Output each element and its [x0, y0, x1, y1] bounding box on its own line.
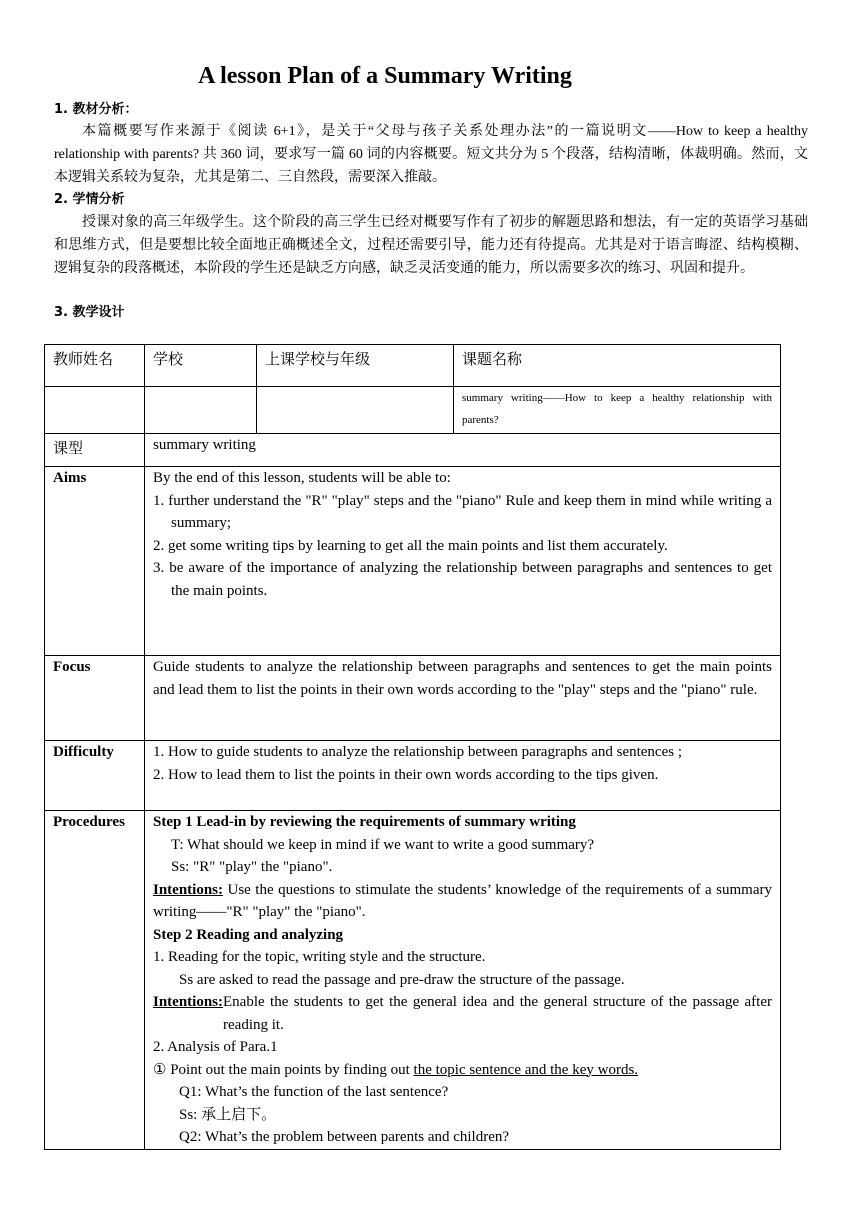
intentions-label: Intentions: — [153, 881, 224, 898]
value-school — [145, 387, 257, 434]
step2-item-1-detail: Ss are asked to read the passage and pre-draw the structure of the passage. — [179, 971, 625, 988]
section-body-students: 授课对象的高三年级学生。这个阶段的高三学生已经对概要写作有了初步的解题思路和想法，有一定的英语学习基础和思维方式，但是要想比较全面地正确概述全文，过程还需要引导，能力还有待提高。尤其是对于语言晦涩、结构模糊、逻辑复杂的段落概述，本阶段的学生还是缺乏方向感，缺乏灵活变通的能力，所以需要多次的练习、巩固和提升。 — [54, 215, 808, 276]
difficulty-content — [145, 741, 781, 811]
question-2: Q2: What’s the problem between parents and children? — [179, 1129, 510, 1145]
header-teacher-name: 教师姓名 — [45, 345, 145, 387]
aims-item-3: 3. be aware of the importance of analyzing the relationship between paragraphs and sentences to get the main points. — [153, 560, 772, 599]
step1-intentions — [153, 879, 772, 924]
focus-text: Guide students to analyze the relationship between paragraphs and sentences to get the main points and lead them to list the points in their own words according to the "play" steps and the "piano" rule. — [145, 656, 781, 741]
table-header-row — [45, 345, 781, 387]
aims-label: Aims — [45, 467, 145, 656]
table-row-focus — [45, 656, 781, 741]
circle-item-1-text: ① Point out the main points by finding out — [153, 1061, 414, 1078]
type-value: summary writing — [145, 434, 781, 467]
lesson-plan-table — [44, 344, 781, 1150]
table-values-row — [45, 387, 781, 434]
intentions-label: Intentions: — [153, 994, 224, 1010]
header-class-grade: 上课学校与年级 — [257, 345, 454, 387]
circle-item-1-underlined: the topic sentence and the key words. — [413, 1061, 639, 1078]
aims-item-1: 1. further understand the "R" "play" steps and the "piano" Rule and keep them in mind while writing a summary; — [153, 492, 772, 531]
circle-item-1 — [153, 1059, 772, 1082]
step1-teacher-question: T: What should we keep in mind if we want to write a good summary? — [171, 836, 595, 853]
step1-title: Step 1 Lead-in by reviewing the requirements of summary writing — [153, 814, 576, 830]
table-row-type — [45, 434, 781, 467]
step2-item-2: 2. Analysis of Para.1 — [153, 1039, 278, 1055]
table-row-difficulty — [45, 741, 781, 811]
value-teacher-name — [45, 387, 145, 434]
step1-intentions-text: Use the questions to stimulate the students’ knowledge of the requirements of a summary writing——"R" "play" the "piano". — [153, 881, 772, 920]
value-topic: summary writing——How to keep a healthy relationship with parents? — [454, 387, 781, 434]
aims-intro: By the end of this lesson, students will be able to: — [153, 470, 451, 486]
procedures-label: Procedures — [45, 811, 145, 1150]
header-school: 学校 — [145, 345, 257, 387]
step1-student-answer: Ss: "R" "play" the "piano". — [171, 859, 333, 875]
step2-item-1: 1. Reading for the topic, writing style and the structure. — [153, 949, 486, 965]
table-row-aims — [45, 467, 781, 656]
aims-item-2: 2. get some writing tips by learning to get all the main points and list them accurately. — [153, 537, 668, 554]
section-heading-materials: 1. 教材分析： — [54, 102, 138, 117]
step2-intentions — [153, 991, 772, 1036]
document-title: A lesson Plan of a Summary Writing — [198, 63, 572, 89]
table-row-procedures — [45, 811, 781, 1150]
section-heading-design: 3. 教学设计 — [54, 305, 125, 320]
difficulty-item-2: 2. How to lead them to list the points in their own words according to the tips given. — [153, 766, 659, 783]
difficulty-item-1: 1. How to guide students to analyze the relationship between paragraphs and sentences ; — [153, 744, 683, 760]
step2-title: Step 2 Reading and analyzing — [153, 926, 344, 943]
header-topic: 课题名称 — [454, 345, 781, 387]
value-class-grade — [257, 387, 454, 434]
procedures-content — [145, 811, 781, 1150]
section-heading-students: 2. 学情分析 — [54, 192, 125, 207]
answer-1: Ss: 承上启下。 — [179, 1106, 277, 1123]
type-label: 课型 — [45, 434, 145, 467]
focus-label: Focus — [45, 656, 145, 741]
aims-content — [145, 467, 781, 656]
step2-intentions-text: Enable the students to get the general idea and the general structure of the passage after reading it. — [223, 994, 772, 1033]
difficulty-label: Difficulty — [45, 741, 145, 811]
question-1: Q1: What’s the function of the last sentence? — [179, 1084, 449, 1100]
section-body-materials: 本篇概要写作来源于《阅读 6+1》，是关于“父母与孩子关系处理办法”的一篇说明文——How to keep a healthy relationship with parents? 共 360 词，要求写一篇 60 词的内容概要。短文共分为 5 个段落，结构清晰，体裁明确。然而，文本逻辑关系较为复杂，尤其是第二、三自然段，需要深入推敲。 — [54, 124, 808, 185]
